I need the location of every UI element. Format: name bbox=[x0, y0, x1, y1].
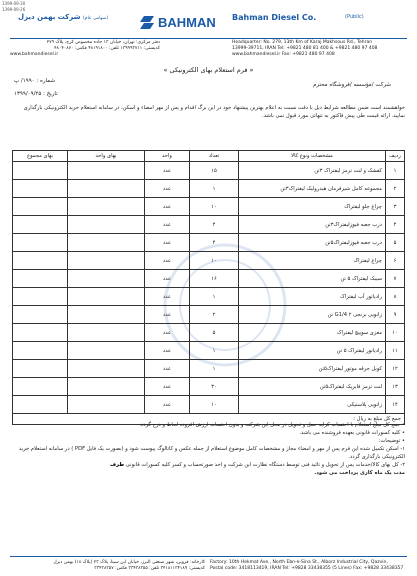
row-description: چراغ لیفتراک bbox=[239, 252, 386, 270]
note-1: ۱- اسکن تکمیل شده این فرم پس از مهر و امضاء مجاز و مشخصات کامل موضوع استعلام از جمله عکس و کاتالوگ پیوست شود و (بصورت یک فایل PDF ) در سامانه استعلام خرید الکترونیکی بارگذاری گردد. bbox=[18, 446, 405, 460]
address-fa: دفتر مرکزی: تهران، خیابان ۱۳ جاده مخصوص کرج، پلاک ۲۷۹ bbox=[46, 40, 160, 45]
factory-fa-block bbox=[10, 560, 205, 572]
note-3: مدت یک ماه کاری پرداخت می شود. bbox=[314, 470, 405, 476]
row-unit: عدد bbox=[145, 378, 190, 396]
row-description: کفشک و لنت ترمز لیفتراک ۳تن bbox=[239, 162, 386, 180]
row-index: ۱۲ bbox=[386, 360, 405, 378]
row-unit-price bbox=[68, 162, 145, 180]
row-unit-price bbox=[68, 396, 145, 414]
row-description: سیبک لیفتراک ۵ تن bbox=[239, 270, 386, 288]
row-unit: عدد bbox=[145, 324, 190, 342]
note-2-text: ۲- کل بهای کالا/خدمات پس از تحویل و تائید فنی توسط دستگاه نظارت این شرکت و اخذ صورتحساب و کسر کلیه کسورات قانونی bbox=[125, 462, 405, 468]
row-index: ۲ bbox=[386, 180, 405, 198]
total-label: جمع کل مبلغ به ریال : bbox=[13, 414, 405, 425]
row-total-price bbox=[13, 378, 68, 396]
table-row bbox=[13, 342, 405, 360]
row-description: لنت ترمز فابریک لیفتراک۵تن bbox=[239, 378, 386, 396]
date-label: تاریخ : bbox=[43, 91, 58, 97]
row-total-price bbox=[13, 396, 68, 414]
col-unit-price-header: بهای واحد bbox=[68, 151, 145, 162]
row-total-price bbox=[13, 180, 68, 198]
public-tag: (Public) bbox=[345, 14, 364, 20]
row-total-price bbox=[13, 270, 68, 288]
row-description: درب جعبه فیوزلیفتراک۵تن bbox=[239, 234, 386, 252]
row-quantity: ۱ bbox=[190, 180, 239, 198]
table-row bbox=[13, 216, 405, 234]
bahman-logo bbox=[140, 10, 230, 34]
condition-2: • کلیه کسورات قانونی بعهده فروشنده می باشد. bbox=[299, 430, 405, 436]
conditions-block bbox=[12, 421, 405, 477]
table-row bbox=[13, 360, 405, 378]
row-description: کویل جرقه موتور لیفتراک۵تن bbox=[239, 360, 386, 378]
row-unit: عدد bbox=[145, 216, 190, 234]
table-row bbox=[13, 198, 405, 216]
form-title: « فرم استعلام بهای الکترونیکی » bbox=[163, 66, 254, 74]
factory-phone-fa: کدپستی: ۳۴۱۸۱۱۳۴۱۸۹ تلفن: ۳۳۴۳۸۳۵۵ فکس: ۳۳۴۳۸۳۵۷ bbox=[94, 566, 205, 571]
row-unit: عدد bbox=[145, 396, 190, 414]
row-quantity: ۴ bbox=[190, 216, 239, 234]
date-stamp bbox=[2, 1, 25, 13]
row-unit: عدد bbox=[145, 180, 190, 198]
table-row bbox=[13, 288, 405, 306]
row-index: ۶ bbox=[386, 252, 405, 270]
row-unit-price bbox=[68, 324, 145, 342]
table-row bbox=[13, 306, 405, 324]
row-index: ۱۴ bbox=[386, 396, 405, 414]
table-row bbox=[13, 252, 405, 270]
row-unit-price bbox=[68, 306, 145, 324]
table-row bbox=[13, 162, 405, 180]
row-quantity: ۱۵ bbox=[190, 162, 239, 180]
row-index: ۱۳ bbox=[386, 378, 405, 396]
row-unit: عدد bbox=[145, 270, 190, 288]
row-index: ۴ bbox=[386, 216, 405, 234]
row-total-price bbox=[13, 306, 68, 324]
row-index: ۳ bbox=[386, 198, 405, 216]
row-index: ۷ bbox=[386, 270, 405, 288]
note-2-bold: ظرف bbox=[110, 462, 125, 468]
notes-label: • توضیحات: bbox=[378, 438, 405, 444]
row-unit: عدد bbox=[145, 162, 190, 180]
row-quantity: ۳۰ bbox=[190, 378, 239, 396]
row-total-price bbox=[13, 216, 68, 234]
row-total-price bbox=[13, 288, 68, 306]
web-en: www.bahmandiesel.ir Fax: +9821 480 97 408 bbox=[232, 52, 335, 57]
row-index: ۸ bbox=[386, 288, 405, 306]
row-description: مجموعه کامل شیرفرمان هیدرولیک لیفتراک۳تن bbox=[239, 180, 386, 198]
row-description: رادیاتور آب لیفتراک bbox=[239, 288, 386, 306]
row-quantity: ۲ bbox=[190, 306, 239, 324]
row-description: چراغ جلو لیفتراک bbox=[239, 198, 386, 216]
address-en-block bbox=[232, 40, 377, 58]
row-description: زانویی برنجی G1/4 ۲ تن bbox=[239, 306, 386, 324]
items-table-body bbox=[13, 162, 405, 414]
row-index: ۵ bbox=[386, 234, 405, 252]
row-index: ۱۰ bbox=[386, 324, 405, 342]
date-stamp-line2: 1399-09-26 bbox=[2, 7, 26, 12]
row-unit: عدد bbox=[145, 198, 190, 216]
row-quantity: ۱ bbox=[190, 360, 239, 378]
address-fa-block bbox=[10, 40, 160, 58]
intro-paragraph: خواهشمند است ضمن مطالعه شرایط ذیل با دقت نسبت به اعلام بهترین پیشنهاد خود در این برگ اقدام و پس از مهر امضاء و اسکن، در سامانه استعلام خرید الکترونیکی بارگذاری نمایید. ارائه قیمت طی پیش فاکتور به تنهائی مورد قبول نمی باشد. bbox=[23, 105, 405, 119]
phone-en: 13999-39711, IRAN Tel: +9821 480 81 400 & +9821 480 97 408 bbox=[232, 46, 378, 51]
row-unit-price bbox=[68, 198, 145, 216]
date-stamp-line1: 1399-09-30 bbox=[2, 1, 26, 6]
web-fa: www.bahmandiesel.ir bbox=[10, 52, 59, 57]
company-fa-name: شرکت بهمن دیزل bbox=[18, 13, 81, 21]
table-row bbox=[13, 270, 405, 288]
row-quantity: ۱۶ bbox=[190, 270, 239, 288]
row-unit-price bbox=[68, 234, 145, 252]
row-description: رادیاتور لیفتراک ۵ تن bbox=[239, 342, 386, 360]
address-en: Headquarter: No. 279, 13th Km of Karaj Makhsous Rd., Tehran bbox=[232, 40, 373, 45]
date-field bbox=[14, 91, 58, 97]
row-unit-price bbox=[68, 252, 145, 270]
row-description: زانویی پلاستیکی bbox=[239, 396, 386, 414]
row-quantity: ۴ bbox=[190, 234, 239, 252]
row-unit: عدد bbox=[145, 252, 190, 270]
row-unit-price bbox=[68, 378, 145, 396]
row-total-price bbox=[13, 162, 68, 180]
row-description: درب جعبه فیوزلیفتراک۳تن bbox=[239, 216, 386, 234]
factory-fa: کارخانه: قزوین، شهر صنعتی البرز، خیابان ابن سینا، پلاک ۲۳ (پلاک ۱۸) بهمن دیزل bbox=[53, 560, 205, 565]
row-total-price bbox=[13, 252, 68, 270]
row-total-price bbox=[13, 198, 68, 216]
row-description: مغزی سوییچ لیفتراک bbox=[239, 324, 386, 342]
table-row bbox=[13, 180, 405, 198]
condition-1: • جمع کل مبلغ استعلام با احتساب کرایه حمل و تحویل در محل این شرکت و بدون احتساب ارزش افزوده لحاظ و درج گردد. bbox=[139, 422, 405, 428]
col-quantity-header: تعداد bbox=[190, 151, 239, 162]
row-total-price bbox=[13, 234, 68, 252]
row-unit: عدد bbox=[145, 234, 190, 252]
number-label: شماره : bbox=[36, 78, 55, 84]
row-quantity: ۱۰ bbox=[190, 198, 239, 216]
row-unit-price bbox=[68, 360, 145, 378]
factory-en-block bbox=[210, 560, 403, 572]
row-unit: عدد bbox=[145, 306, 190, 324]
row-total-price bbox=[13, 324, 68, 342]
row-quantity: ۱۰ bbox=[190, 252, 239, 270]
factory-phone-en: Postal code: 3418113419, IRAN Tel: +9828 33438355 (5 Lines) Fax: +9828 33438357 bbox=[210, 566, 404, 571]
number-value: ۱۹۹۰/ پ bbox=[14, 78, 35, 84]
date-value: ۱۳۹۹/۰۹/۲۵ bbox=[14, 91, 42, 97]
company-name-fa bbox=[18, 13, 108, 21]
col-unit-header: واحد bbox=[145, 151, 190, 162]
row-unit-price bbox=[68, 342, 145, 360]
row-unit-price bbox=[68, 180, 145, 198]
table-row bbox=[13, 324, 405, 342]
table-row bbox=[13, 396, 405, 414]
row-unit: عدد bbox=[145, 360, 190, 378]
table-row bbox=[13, 234, 405, 252]
row-quantity: ۱ bbox=[190, 288, 239, 306]
header-rule bbox=[10, 38, 407, 39]
row-total-price bbox=[13, 342, 68, 360]
row-unit: عدد bbox=[145, 288, 190, 306]
number-field bbox=[14, 78, 55, 84]
note-2 bbox=[12, 461, 405, 469]
recipient-line: شرکت /مؤسسه /فروشگاه محترم bbox=[313, 82, 391, 88]
company-fa-tag: (سهامی عام) bbox=[82, 16, 109, 21]
row-quantity: ۱۰ bbox=[190, 396, 239, 414]
row-quantity: ۱ bbox=[190, 342, 239, 360]
row-total-price bbox=[13, 360, 68, 378]
row-index: ۱ bbox=[386, 162, 405, 180]
items-table bbox=[12, 150, 405, 425]
col-description-header: مشخصات ونوع کالا bbox=[239, 151, 386, 162]
phone-fa: کدپستی: ۱۳۹۹۹۳۷۱۱ تلفن: ۴۸۱۹۱۸۰۰ فکس: ۴۸۰۴۰۸۷۰ bbox=[54, 46, 160, 51]
table-row bbox=[13, 378, 405, 396]
bahman-logo-icon bbox=[140, 10, 230, 34]
row-unit: عدد bbox=[145, 342, 190, 360]
table-header-row bbox=[13, 151, 405, 162]
col-index-header: ردیف bbox=[386, 151, 405, 162]
row-quantity: ۵ bbox=[190, 324, 239, 342]
row-unit-price bbox=[68, 270, 145, 288]
row-unit-price bbox=[68, 216, 145, 234]
row-index: ۱۱ bbox=[386, 342, 405, 360]
col-total-price-header: بهای مجموع bbox=[13, 151, 68, 162]
logo-text: BAHMAN bbox=[158, 15, 216, 30]
row-index: ۹ bbox=[386, 306, 405, 324]
row-unit-price bbox=[68, 288, 145, 306]
factory-en: Factory: 10th Hekmat Ave., North Ebn-e-Sina St., Alborz Industrial City, Qazvin, bbox=[210, 560, 388, 565]
footer-rule bbox=[10, 556, 407, 557]
company-name-en: Bahman Diesel Co. bbox=[232, 13, 317, 22]
